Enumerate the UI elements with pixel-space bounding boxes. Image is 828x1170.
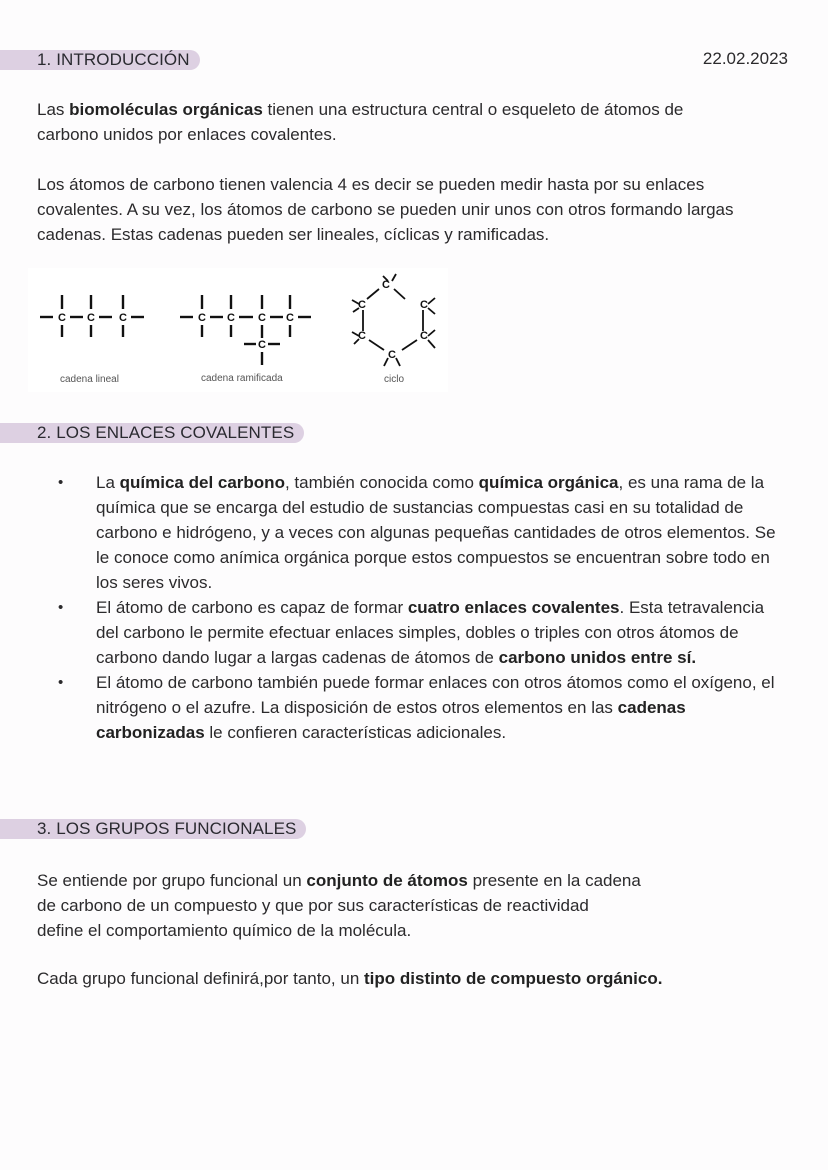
bold-term: cadenas carbonizadas [96,698,686,742]
svg-text:C: C [258,312,266,324]
section-title: 3. LOS GRUPOS FUNCIONALES [0,819,306,839]
list-item [40,470,790,595]
caption-cadena-ramificada: cadena ramificada [201,373,283,384]
bold-term: química orgánica [478,473,619,492]
svg-text:C: C [198,312,206,324]
bold-term: química del carbono [119,473,285,492]
text: Se entiende por grupo funcional un [37,871,307,890]
section-title: 1. INTRODUCCIÓN [0,50,200,70]
text: . Esta tetravalencia del carbono le permite efectuar enlaces simples, dobles o triples con otros átomos de carbono dando lugar a largas cadenas de átomos de [96,598,765,667]
bullet-icon: • [58,474,64,491]
text: de carbono de un compuesto y que por sus características de reactividad [37,896,589,915]
svg-text:C: C [388,349,396,361]
bold-term: biomoléculas orgánicas [69,100,263,119]
svg-text:C: C [286,312,294,324]
section-header-introduccion [0,50,200,70]
text: tienen una estructura central o esqueleto de átomos de carbono unidos por enlaces covalentes. [37,100,684,144]
section-header-grupos-funcionales [0,819,306,839]
text: , también conocida como [284,473,479,492]
text: Cada grupo funcional definirá,por tanto, un [37,969,365,988]
covalent-bonds-list [40,470,790,745]
text: El átomo de carbono también puede formar enlaces con otros átomos como el oxígeno, el nitrógeno o el azufre. La disposición de estos otros elementos en las [96,673,775,717]
text: presente en la cadena [467,871,641,890]
intro-paragraph-2: Los átomos de carbono tienen valencia 4 es decir se pueden medir hasta por su enlaces covalentes. A su vez, los átomos de carbono se pueden unir unos con otros formando largas cadenas. Estas cadenas pueden ser lineales, cíclicas y ramificadas. [37,175,734,244]
bullet-icon: • [58,674,64,691]
bold-term: tipo distinto de compuesto orgánico. [364,969,663,988]
text: , es una rama de la química que se encarga del estudio de sustancias compuestas casi en su totalidad de carbono e hidrógeno, y a veces con algunas pequeñas cantidades de otros elementos. Se le conoce como anímica orgánica porque estos compuestos se encuentran sobre todo en los seres vivos. [96,473,776,592]
svg-text:C: C [87,312,95,324]
svg-text:C: C [119,312,127,324]
svg-text:C: C [420,330,428,342]
svg-text:C: C [358,330,366,342]
list-item [40,670,790,745]
svg-text:C: C [420,299,428,311]
caption-cadena-lineal: cadena lineal [60,374,119,385]
svg-text:C: C [258,339,266,351]
list-item [40,595,790,670]
text: Las [37,100,70,119]
text: La [96,473,120,492]
text: le confieren características adicionales. [204,723,507,742]
svg-text:C: C [382,279,390,291]
functional-groups-paragraph-2 [37,966,777,991]
svg-text:C: C [58,312,66,324]
text: define el comportamiento químico de la molécula. [37,921,412,940]
section-title: 2. LOS ENLACES COVALENTES [0,423,304,443]
functional-groups-paragraph-1 [37,868,737,943]
document-date: 22.02.2023 [702,49,788,68]
carbon-chains-figure [28,268,448,392]
bold-term: conjunto de átomos [306,871,468,890]
bold-term: carbono unidos entre sí. [498,648,697,667]
section-header-enlaces-covalentes [0,423,304,443]
bullet-icon: • [58,599,64,616]
bold-term: cuatro enlaces covalentes [407,598,620,617]
svg-text:C: C [358,299,366,311]
intro-paragraph-1 [37,97,737,147]
text: El átomo de carbono es capaz de formar [96,598,408,617]
caption-ciclo: ciclo [384,374,405,385]
svg-text:C: C [227,312,235,324]
